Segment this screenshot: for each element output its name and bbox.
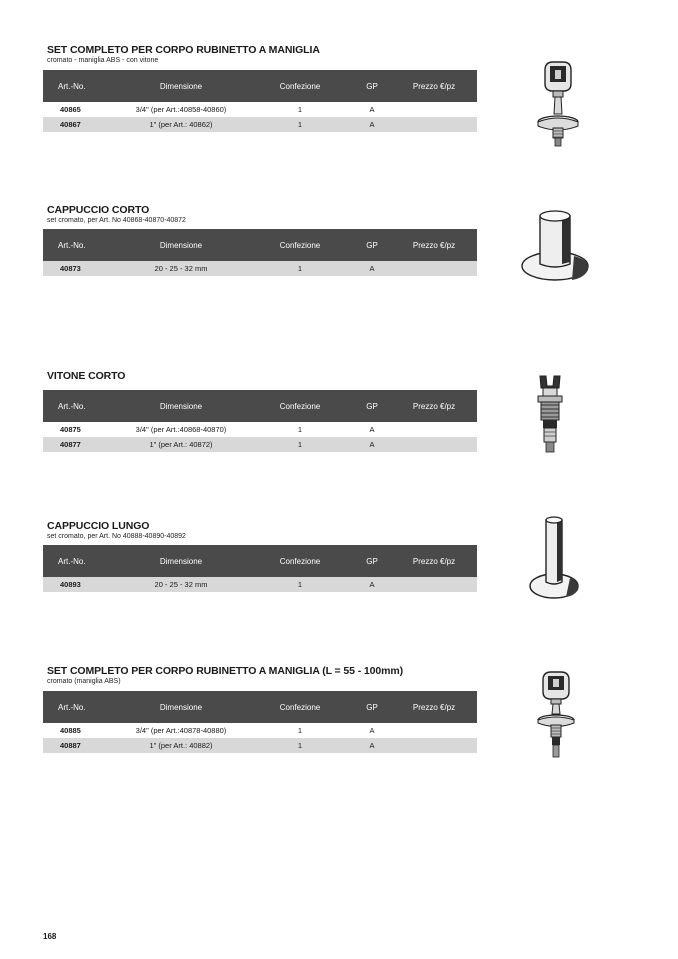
cell-gp: A — [353, 117, 391, 132]
col-header-prezzo: Prezzo €/pz — [391, 390, 477, 422]
cell-prezzo — [391, 117, 477, 132]
col-header-confezione: Confezione — [247, 229, 353, 261]
col-header-prezzo: Prezzo €/pz — [391, 545, 477, 577]
cell-art-no: 40873 — [43, 261, 115, 276]
product-table — [43, 390, 477, 452]
cell-art-no: 40877 — [43, 437, 115, 452]
cell-prezzo — [391, 738, 477, 753]
table-row — [43, 102, 477, 117]
cell-prezzo — [391, 422, 477, 437]
col-header-confezione: Confezione — [247, 70, 353, 102]
col-header-art-no: Art.-No. — [43, 229, 115, 261]
cell-confezione: 1 — [297, 726, 303, 735]
cell-gp: A — [369, 105, 375, 114]
cell-prezzo — [391, 723, 477, 738]
col-header-confezione: Confezione — [247, 691, 353, 723]
cell-confezione: 1 — [247, 577, 353, 592]
section-title: SET COMPLETO PER CORPO RUBINETTO A MANIGLIA — [47, 44, 320, 56]
section-cappuccio-lungo — [43, 520, 603, 600]
table-header-row — [43, 390, 477, 422]
section-subtitle: set cromato, per Art. No 40888-40890-40892 — [47, 533, 186, 540]
col-header-dimensione: Dimensione — [115, 70, 247, 102]
col-header-art-no: Art.-No. — [43, 70, 115, 102]
cell-prezzo — [391, 577, 477, 592]
col-header-art-no: Art.-No. — [43, 545, 115, 577]
cell-confezione: 1 — [247, 117, 353, 132]
cell-dimensione: 3/4" (per Art.:40868-40870) — [135, 425, 227, 434]
col-header-confezione: Confezione — [247, 545, 353, 577]
cell-dimensione: 3/4" (per Art.:40878-40880) — [135, 726, 227, 735]
section-title: SET COMPLETO PER CORPO RUBINETTO A MANIGLIA (L = 55 - 100mm) — [47, 665, 404, 677]
cell-dimensione: 20 - 25 - 32 mm — [115, 577, 247, 592]
table-row — [43, 437, 477, 452]
cell-prezzo — [391, 261, 477, 276]
short-valve-spindle-icon — [530, 372, 570, 458]
section-set-completo — [43, 44, 603, 144]
cell-art-no: 40887 — [43, 738, 115, 753]
col-header-dimensione: Dimensione — [115, 229, 247, 261]
cell-dimensione: 20 - 25 - 32 mm — [115, 261, 247, 276]
col-header-gp: GP — [353, 390, 391, 422]
cell-gp: A — [369, 425, 375, 434]
table-row — [43, 422, 477, 437]
cell-gp: A — [369, 726, 375, 735]
table-row — [43, 723, 477, 738]
table-row — [43, 577, 477, 592]
tap-handle-set-long-icon — [528, 668, 584, 762]
col-header-art-no: Art.-No. — [43, 390, 115, 422]
product-table — [43, 545, 477, 592]
col-header-art-no: Art.-No. — [43, 691, 115, 723]
short-cap-icon — [518, 204, 592, 290]
table-header-row — [43, 545, 477, 577]
cell-art-no: 40867 — [43, 117, 115, 132]
long-cap-icon — [526, 512, 582, 604]
col-header-dimensione: Dimensione — [115, 545, 247, 577]
cell-dimensione: 1" (per Art.: 40882) — [115, 738, 247, 753]
section-subtitle: set cromato, per Art. No 40868-40870-40872 — [47, 217, 186, 224]
cell-gp: A — [353, 261, 391, 276]
col-header-gp: GP — [353, 70, 391, 102]
section-vitone-corto — [43, 370, 603, 460]
cell-dimensione: 3/4" (per Art.:40858-40860) — [135, 105, 227, 114]
cell-gp: A — [353, 738, 391, 753]
cell-confezione: 1 — [247, 261, 353, 276]
col-header-gp: GP — [353, 229, 391, 261]
section-title: CAPPUCCIO CORTO — [47, 204, 150, 216]
col-header-dimensione: Dimensione — [115, 691, 247, 723]
cell-gp: A — [353, 577, 391, 592]
table-header-row — [43, 691, 477, 723]
col-header-gp: GP — [353, 545, 391, 577]
cell-dimensione: 1" (per Art.: 40872) — [115, 437, 247, 452]
table-header-row — [43, 229, 477, 261]
product-table — [43, 691, 477, 753]
tap-handle-set-icon — [528, 58, 588, 154]
cell-art-no: 40865 — [60, 105, 81, 114]
cell-art-no: 40885 — [60, 726, 81, 735]
section-title: CAPPUCCIO LUNGO — [47, 520, 150, 532]
cell-art-no: 40893 — [43, 577, 115, 592]
section-set-completo-lungo — [43, 665, 603, 765]
col-header-gp: GP — [353, 691, 391, 723]
cell-prezzo — [391, 437, 477, 452]
cell-confezione: 1 — [297, 105, 303, 114]
section-subtitle: cromato (maniglia ABS) — [47, 678, 121, 685]
col-header-confezione: Confezione — [247, 390, 353, 422]
col-header-prezzo: Prezzo €/pz — [391, 70, 477, 102]
table-row — [43, 738, 477, 753]
cell-dimensione: 1" (per Art.: 40862) — [115, 117, 247, 132]
product-table — [43, 70, 477, 132]
section-title: VITONE CORTO — [47, 370, 126, 382]
cell-gp: A — [353, 437, 391, 452]
table-row — [43, 261, 477, 276]
table-row — [43, 117, 477, 132]
cell-confezione: 1 — [247, 437, 353, 452]
section-subtitle: cromato - maniglia ABS - con vitone — [47, 57, 159, 64]
cell-art-no: 40875 — [60, 425, 81, 434]
table-header-row — [43, 70, 477, 102]
page-number: 168 — [43, 932, 57, 941]
product-table — [43, 229, 477, 276]
cell-confezione: 1 — [247, 738, 353, 753]
cell-confezione: 1 — [297, 425, 303, 434]
col-header-dimensione: Dimensione — [115, 390, 247, 422]
col-header-prezzo: Prezzo €/pz — [391, 691, 477, 723]
cell-prezzo — [391, 102, 477, 117]
col-header-prezzo: Prezzo €/pz — [391, 229, 477, 261]
